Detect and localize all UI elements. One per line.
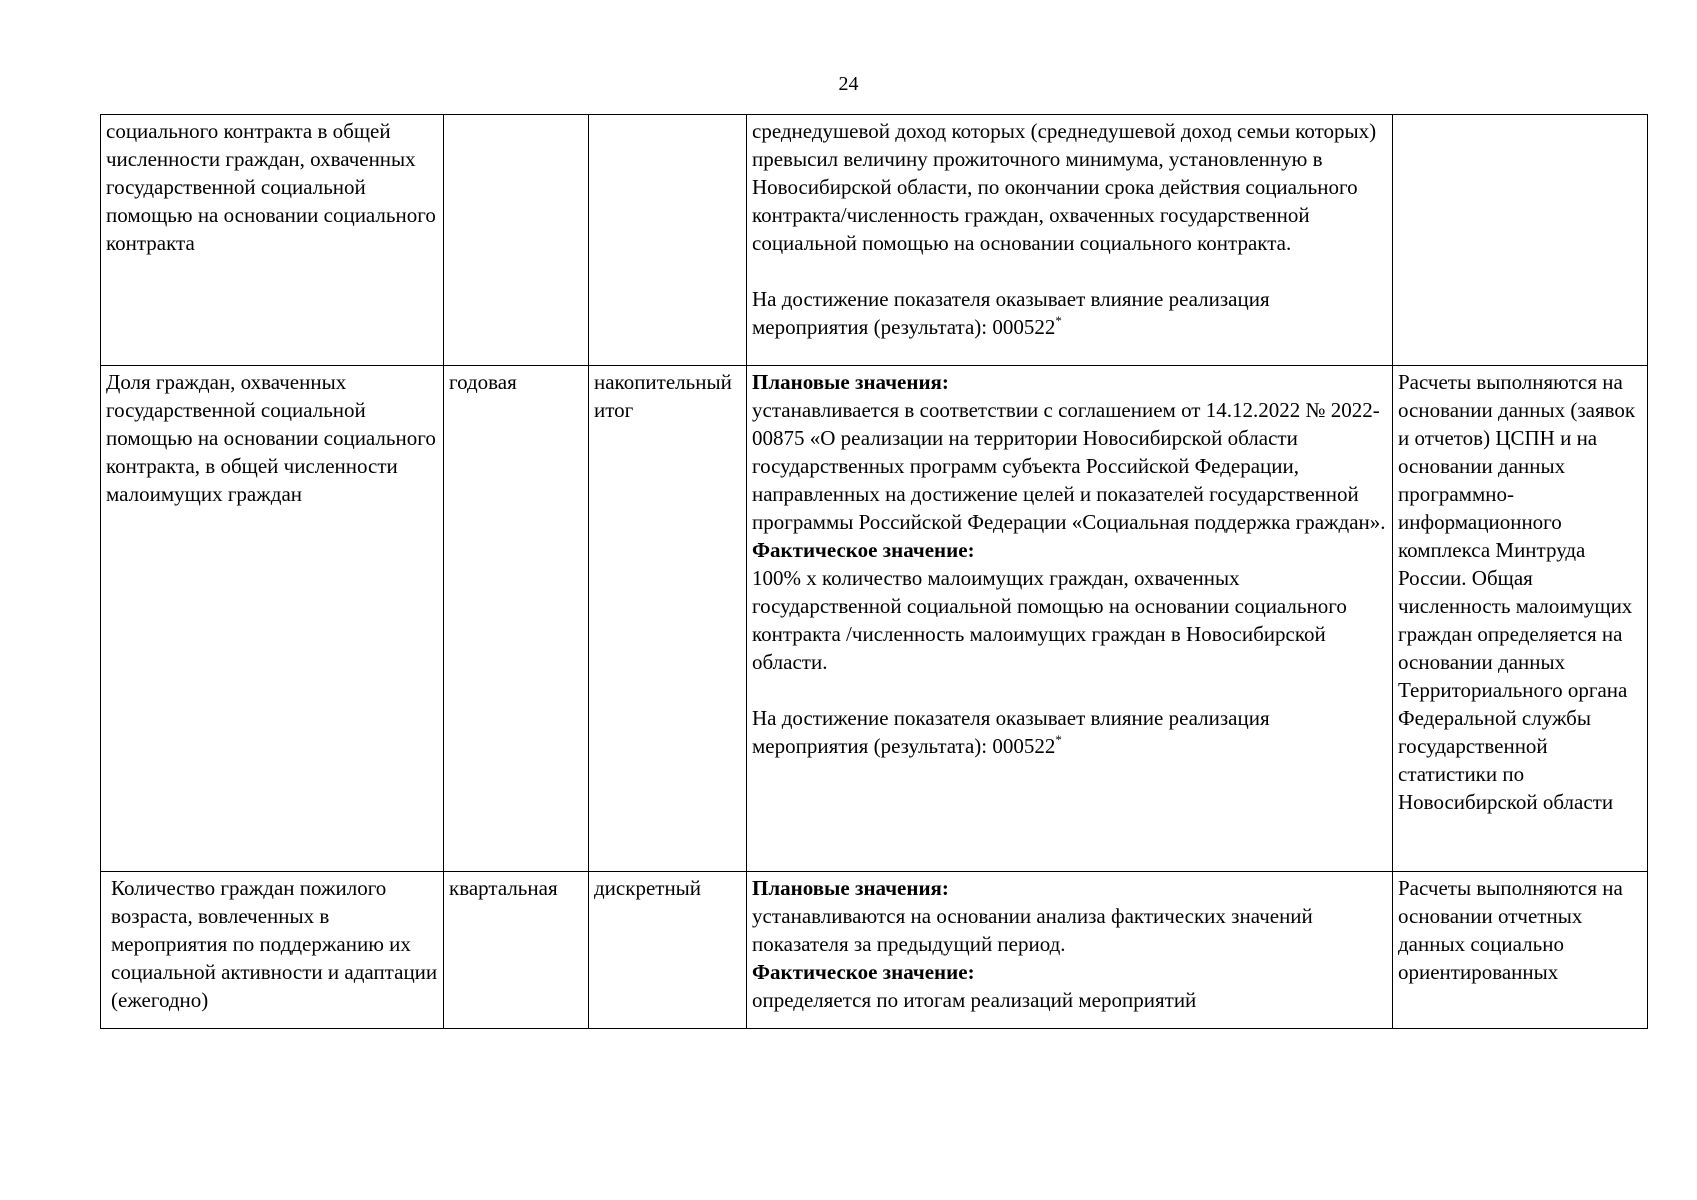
table-row <box>101 366 1648 872</box>
planned-values-heading: Плановые значения: <box>752 370 949 394</box>
data-source-cell <box>1393 115 1648 366</box>
page-number: 24 <box>838 73 859 95</box>
actual-value-text: 100% х количество малоимущих граждан, охваченных государственной социальной помощью на основании социального контракта /численность малоимущих граждан в Новосибирской области. <box>752 566 1347 674</box>
indicator-name-cell: Доля граждан, охваченных государственной социальной помощью на основании социального контракта, в общей численности малоимущих граждан <box>101 366 444 872</box>
paragraph-gap <box>752 257 1387 285</box>
table-row <box>101 115 1648 366</box>
calculation-method-cell <box>747 872 1393 1029</box>
method-text: среднедушевой доход которых (среднедушевой доход семьи которых) превысил величину прожиточного минимума, установленную в Новосибирской области, по окончании срока действия социального контракта/численность граждан, охваченных государственной социальной помощью на основании социального контракта. <box>752 119 1377 255</box>
indicator-type-cell: дискретный <box>589 872 747 1029</box>
footnote-mark: * <box>1055 732 1062 747</box>
data-source-cell: Расчеты выполняются на основании данных (заявок и отчетов) ЦСПН и на основании данных программно-информационного комплекса Минтруда России. Общая численность малоимущих граждан определяется на основании данных Территориального органа Федеральной службы государственной статистики по Новосибирской области <box>1393 366 1648 872</box>
influence-note <box>752 285 1387 341</box>
indicator-type-cell: накопительный итог <box>589 366 747 872</box>
data-source-cell: Расчеты выполняются на основании отчетных данных социально ориентированных <box>1393 872 1648 1029</box>
influence-text: На достижение показателя оказывает влияние реализация мероприятия (результата): 000522 <box>752 706 1270 758</box>
periodicity-cell: годовая <box>444 366 589 872</box>
calculation-method-cell <box>747 366 1393 872</box>
calculation-method-cell <box>747 115 1393 366</box>
actual-value-heading: Фактическое значение: <box>752 538 975 562</box>
periodicity-cell: квартальная <box>444 872 589 1029</box>
paragraph-gap <box>752 676 1387 704</box>
indicator-name-cell: Количество граждан пожилого возраста, вовлеченных в мероприятия по поддержанию их социальной активности и адаптации (ежегодно) <box>101 872 444 1029</box>
indicator-name-cell: социального контракта в общей численности граждан, охваченных государственной социальной помощью на основании социального контракта <box>101 115 444 366</box>
indicators-table <box>100 114 1648 1029</box>
planned-values-text: устанавливаются на основании анализа фактических значений показателя за предыдущий период. <box>752 904 1313 956</box>
influence-text: На достижение показателя оказывает влияние реализация мероприятия (результата): 000522 <box>752 287 1270 339</box>
planned-values-heading: Плановые значения: <box>752 876 949 900</box>
actual-value-text: определяется по итогам реализаций мероприятий <box>752 988 1197 1012</box>
actual-value-heading: Фактическое значение: <box>752 960 975 984</box>
influence-note <box>752 704 1387 760</box>
table-row <box>101 872 1648 1029</box>
planned-values-text: устанавливается в соответствии с соглашением от 14.12.2022 № 2022-00875 «О реализации на территории Новосибирской области государственных программ субъекта Российской Федерации, направленных на достижение целей и показателей государственной программы Российской Федерации «Социальная поддержка граждан». <box>752 398 1386 534</box>
periodicity-cell <box>444 115 589 366</box>
indicator-type-cell <box>589 115 747 366</box>
footnote-mark: * <box>1055 313 1062 328</box>
